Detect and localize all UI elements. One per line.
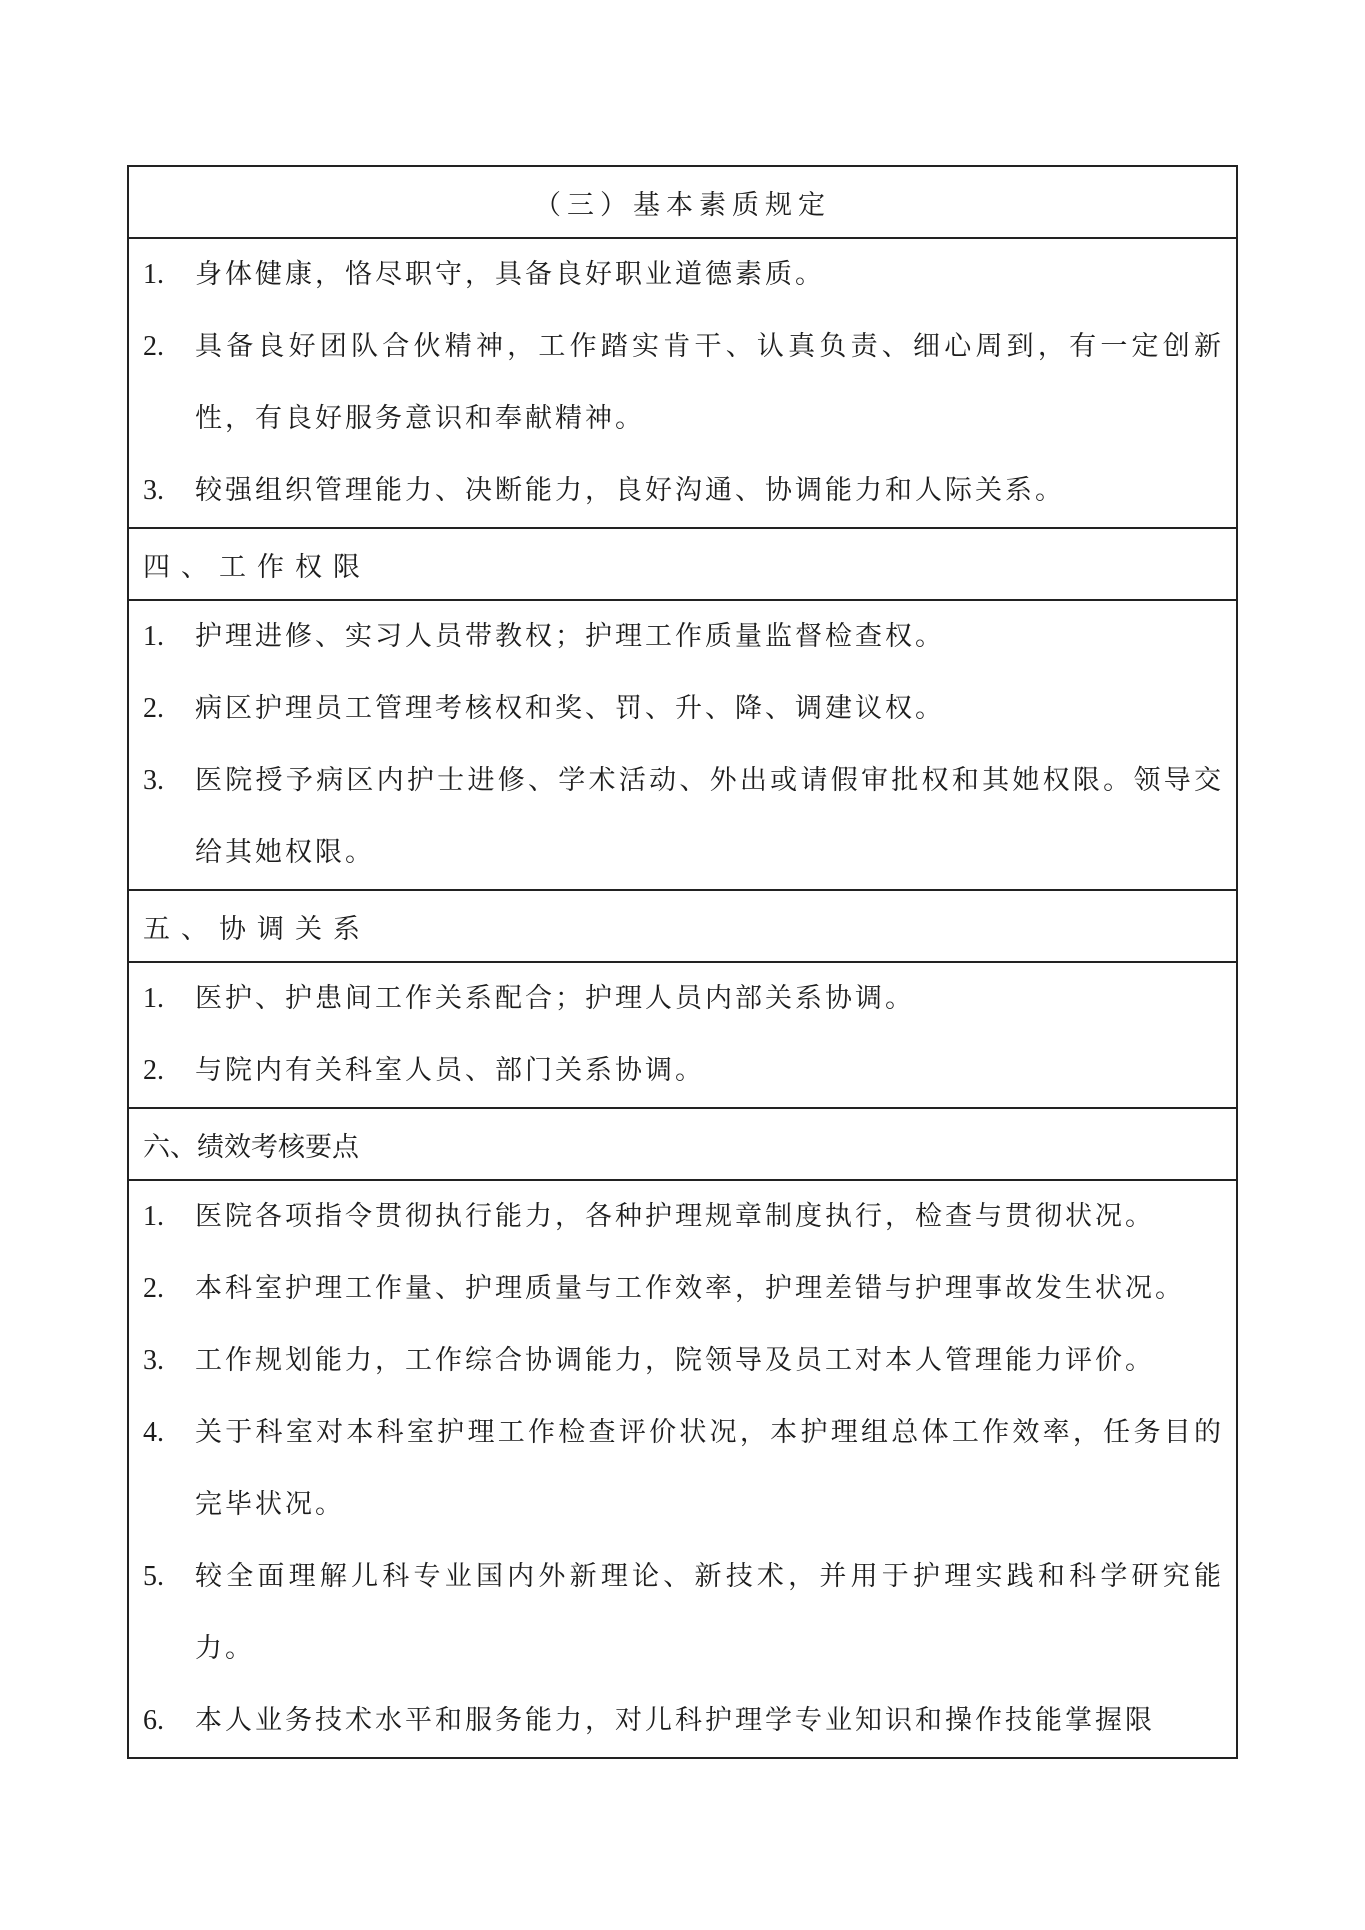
list-item	[143, 1181, 1224, 1253]
item-text: 病区护理员工管理考核权和奖、罚、升、降、调建议权。	[195, 693, 945, 724]
item-text: 本人业务技术水平和服务能力，对儿科护理学专业知识和操作技能掌握限	[195, 1705, 1155, 1736]
section-body-basic-quality	[129, 239, 1236, 529]
list-item	[143, 455, 1224, 527]
item-text: 医院各项指令贯彻执行能力，各种护理规章制度执行，检查与贯彻状况。	[195, 1201, 1155, 1232]
item-number: 3.	[143, 475, 164, 506]
list-item	[143, 673, 1224, 745]
item-number: 6.	[143, 1705, 164, 1736]
list-item	[143, 1325, 1224, 1397]
list-item	[143, 1541, 1224, 1685]
item-text: 关于科室对本科室护理工作检查评价状况，本护理组总体工作效率，任务目的完毕状况。	[195, 1417, 1224, 1520]
section-body-work-authority	[129, 601, 1236, 891]
item-text: 本科室护理工作量、护理质量与工作效率，护理差错与护理事故发生状况。	[195, 1273, 1185, 1304]
item-number: 2.	[143, 693, 164, 724]
item-text: 较强组织管理能力、决断能力，良好沟通、协调能力和人际关系。	[195, 475, 1065, 506]
item-number: 3.	[143, 1345, 164, 1376]
item-number: 2.	[143, 1273, 164, 1304]
section-title: 六、绩效考核要点	[143, 1131, 359, 1163]
item-number: 2.	[143, 331, 164, 362]
list-item	[143, 745, 1224, 889]
item-text: 身体健康，恪尽职守，具备良好职业道德素质。	[195, 259, 825, 290]
item-text: 工作规划能力，工作综合协调能力，院领导及员工对本人管理能力评价。	[195, 1345, 1155, 1376]
item-number: 1.	[143, 621, 164, 652]
list-item	[143, 239, 1224, 311]
list-item	[143, 963, 1224, 1035]
item-number: 2.	[143, 1055, 164, 1086]
section-body-coordination	[129, 963, 1236, 1109]
section-title: 四、工作权限	[143, 551, 371, 583]
item-text: 医院授予病区内护士进修、学术活动、外出或请假审批权和其她权限。领导交给其她权限。	[195, 765, 1224, 868]
list-item	[143, 1397, 1224, 1541]
item-number: 1.	[143, 259, 164, 290]
item-number: 5.	[143, 1561, 164, 1592]
item-text: 具备良好团队合伙精神，工作踏实肯干、认真负责、细心周到，有一定创新性，有良好服务意识和奉献精神。	[195, 331, 1224, 434]
item-text: 与院内有关科室人员、部门关系协调。	[195, 1055, 705, 1086]
section-header-performance	[129, 1109, 1236, 1181]
item-text: 医护、护患间工作关系配合；护理人员内部关系协调。	[195, 983, 915, 1014]
section-header-basic-quality	[129, 167, 1236, 239]
document-table	[127, 165, 1238, 1759]
section-header-coordination	[129, 891, 1236, 963]
item-text: 较全面理解儿科专业国内外新理论、新技术，并用于护理实践和科学研究能力。	[195, 1561, 1224, 1664]
section-title: 五、协调关系	[143, 913, 371, 945]
list-item	[143, 311, 1224, 455]
item-number: 4.	[143, 1417, 164, 1448]
item-number: 1.	[143, 983, 164, 1014]
item-number: 3.	[143, 765, 164, 796]
section-title: （三）基本素质规定	[534, 189, 831, 221]
list-item	[143, 601, 1224, 673]
section-header-work-authority	[129, 529, 1236, 601]
list-item	[143, 1685, 1224, 1757]
list-item	[143, 1035, 1224, 1107]
item-text: 护理进修、实习人员带教权；护理工作质量监督检查权。	[195, 621, 945, 652]
section-body-performance	[129, 1181, 1236, 1757]
item-number: 1.	[143, 1201, 164, 1232]
list-item	[143, 1253, 1224, 1325]
